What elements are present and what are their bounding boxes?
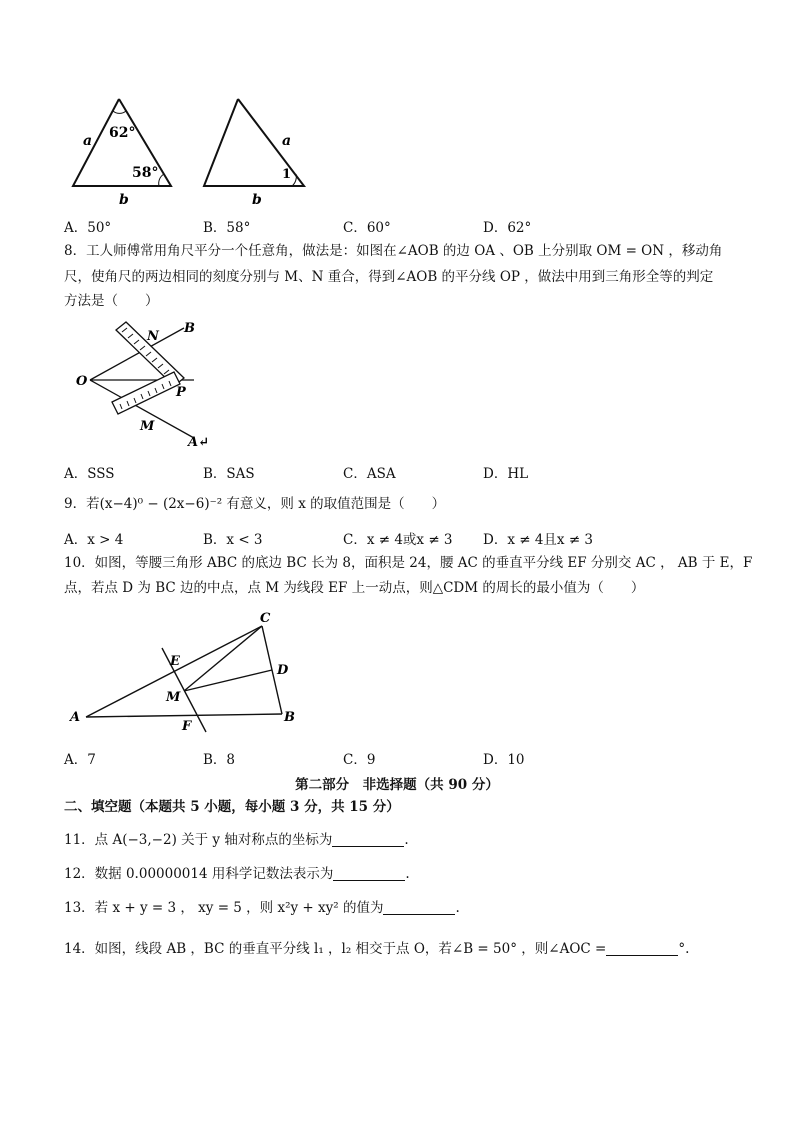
q8-stem-line-3: 方法是（ ） — [64, 293, 159, 309]
q7-figure-1 — [66, 95, 178, 207]
point-n-label: N — [147, 329, 159, 344]
q10-option-a[interactable]: A．7 — [64, 752, 96, 768]
section-2-title: 二、填空题（本题共 5 小题，每小题 3 分，共 15 分） — [64, 799, 400, 815]
point-f-label: F — [182, 719, 192, 734]
q10-option-b[interactable]: B．8 — [203, 752, 236, 768]
point-d-label: D — [277, 663, 289, 678]
point-p-label: P — [176, 385, 186, 400]
q12 — [64, 865, 410, 883]
angle-1-label: 1 — [282, 167, 292, 182]
q9-stem: 9．若(x−4)⁰ − (2x−6)⁻² 有意义，则 x 的取值范围是（ ） — [64, 496, 446, 512]
q11-stem: 11．点 A(−3,−2) 关于 y 轴对称点的坐标为 — [64, 832, 333, 848]
q10-option-c[interactable]: C．9 — [343, 752, 376, 768]
q11-answer-blank[interactable] — [332, 832, 404, 847]
q8-angle-ruler-figure — [72, 316, 212, 450]
q7-option-b[interactable]: B．58° — [203, 220, 251, 236]
q8-option-c[interactable]: C．ASA — [343, 466, 396, 482]
point-m-label: M — [166, 690, 181, 705]
point-m-label: M — [140, 419, 155, 434]
point-e-label: E — [170, 654, 180, 669]
point-o-label: O — [76, 374, 88, 389]
q13-period: . — [455, 900, 460, 916]
angle-62-label: 62° — [109, 125, 136, 141]
q10-triangle-figure — [64, 606, 304, 736]
q12-stem: 12．数据 0.00000014 用科学记数法表示为 — [64, 866, 334, 882]
q7-figure-2 — [200, 95, 312, 207]
q12-answer-blank[interactable] — [333, 866, 405, 881]
q8-option-b[interactable]: B．SAS — [203, 466, 255, 482]
side-b-label: b — [252, 192, 262, 207]
point-a-label: A↵ — [188, 435, 209, 450]
q11-period: . — [404, 832, 409, 848]
q7-option-a[interactable]: A．50° — [64, 220, 112, 236]
q8-option-a[interactable]: A．SSS — [64, 466, 115, 482]
q13-stem: 13．若 x + y = 3 ， xy = 5 ，则 x²y + xy² 的值为 — [64, 900, 384, 916]
q14 — [64, 940, 689, 958]
point-b-label: B — [184, 321, 195, 336]
q10-stem-line-1: 10．如图，等腰三角形 ABC 的底边 BC 长为 8，面积是 24，腰 AC 的垂直平分线 EF 分别交 AC ， AB 于 E，F — [64, 555, 753, 571]
q12-period: . — [405, 866, 410, 882]
side-a-label: a — [83, 133, 93, 149]
q11 — [64, 831, 409, 849]
q8-option-d[interactable]: D．HL — [483, 466, 529, 482]
q9-option-d[interactable]: D．x ≠ 4且x ≠ 3 — [483, 532, 594, 548]
q13-answer-blank[interactable] — [383, 900, 455, 915]
q7-option-d[interactable]: D．62° — [483, 220, 532, 236]
q9-option-b[interactable]: B．x < 3 — [203, 532, 263, 548]
q10-stem-line-2: 点，若点 D 为 BC 边的中点，点 M 为线段 EF 上一动点，则△CDM 的周长的最小值为（ ） — [64, 580, 645, 596]
side-a-label: a — [282, 133, 292, 149]
q7-option-c[interactable]: C．60° — [343, 220, 391, 236]
q14-stem: 14．如图，线段 AB ，BC 的垂直平分线 l₁ ，l₂ 相交于点 O，若∠B = 50° ，则∠AOC = — [64, 941, 607, 957]
side-b-label: b — [119, 192, 129, 207]
q10-option-d[interactable]: D．10 — [483, 752, 525, 768]
q14-degree: °. — [678, 941, 690, 957]
q9-option-a[interactable]: A．x > 4 — [64, 532, 124, 548]
q8-stem-line-1: 8．工人师傅常用角尺平分一个任意角，做法是：如图在∠AOB 的边 OA 、OB 上分别取 OM = ON ，移动角 — [64, 243, 723, 259]
part-2-title: 第二部分 非选择题（共 90 分） — [295, 777, 499, 793]
point-b-label: B — [284, 710, 295, 725]
angle-58-label: 58° — [132, 165, 159, 181]
q14-answer-blank[interactable] — [606, 941, 678, 956]
point-c-label: C — [260, 611, 271, 626]
q8-stem-line-2: 尺，使角尺的两边相同的刻度分别与 M、N 重合，得到∠AOB 的平分线 OP ，做法中用到三角形全等的判定 — [64, 269, 714, 285]
q9-option-c[interactable]: C．x ≠ 4或x ≠ 3 — [343, 532, 453, 548]
point-a-label: A — [70, 710, 81, 725]
q13 — [64, 899, 460, 917]
